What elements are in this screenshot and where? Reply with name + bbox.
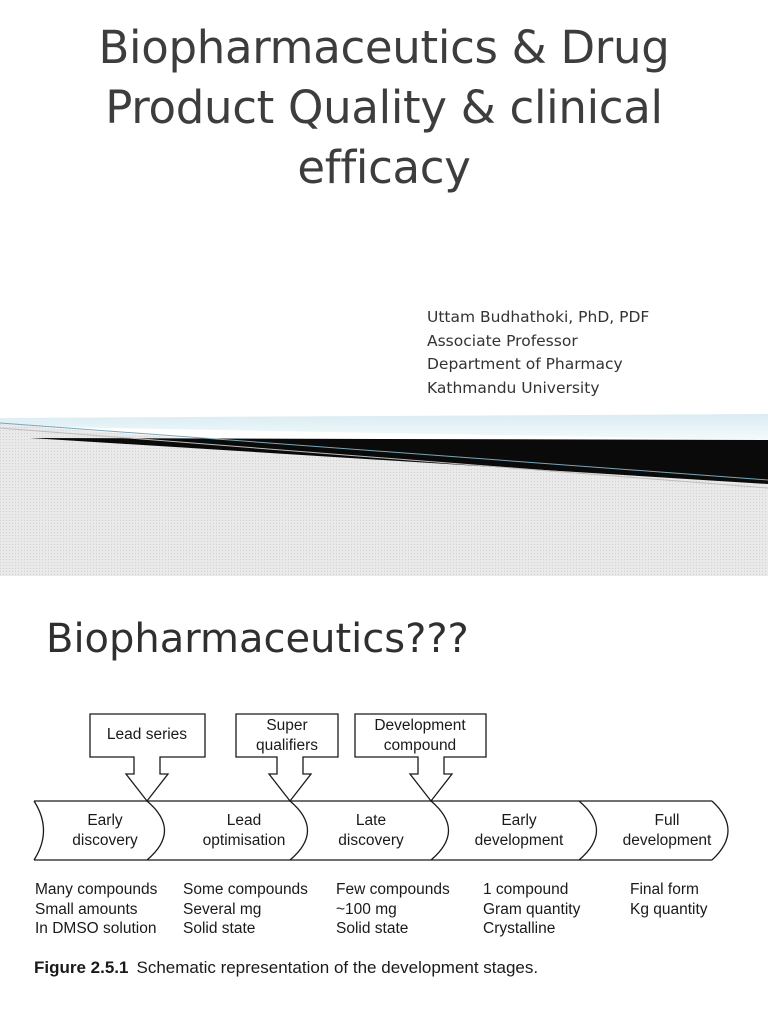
stage-label: Late xyxy=(355,812,387,829)
detail-line: Final form xyxy=(630,881,699,898)
author-university: Kathmandu University xyxy=(427,378,600,397)
stage-divider xyxy=(147,801,165,860)
slide-title xyxy=(0,18,768,198)
detail-line: Some compounds xyxy=(183,881,308,898)
detail-line: In DMSO solution xyxy=(35,920,157,937)
stage-divider xyxy=(431,801,449,860)
stage-label: Early xyxy=(501,812,537,829)
decorative-band xyxy=(0,412,768,576)
stage-label: development xyxy=(622,832,712,849)
detail-line: Kg quantity xyxy=(630,900,708,918)
title-line: Product Quality & clinical xyxy=(105,81,663,134)
author-position: Associate Professor xyxy=(427,331,578,350)
stage-label: optimisation xyxy=(202,832,286,849)
pipeline-end-cap xyxy=(712,801,728,860)
stage-label: discovery xyxy=(338,832,404,849)
stage-details xyxy=(483,880,580,939)
title-line: efficacy xyxy=(297,141,471,194)
detail-line: Several mg xyxy=(183,900,262,918)
callout-label: Super xyxy=(266,717,308,734)
stage-details xyxy=(183,880,308,939)
content-slide xyxy=(0,592,768,1024)
stage-label: development xyxy=(474,832,564,849)
author-name: Uttam Budhathoki, PhD, PDF xyxy=(427,308,650,326)
stage-details xyxy=(630,880,708,919)
callout-label: Development xyxy=(374,717,466,734)
pipeline-start-cap xyxy=(34,801,44,860)
detail-line: Crystalline xyxy=(483,920,556,937)
development-stages-diagram xyxy=(0,592,768,892)
detail-line: Few compounds xyxy=(336,881,450,898)
detail-line: Many compounds xyxy=(35,881,158,898)
figure-caption xyxy=(34,958,538,978)
detail-line: Small amounts xyxy=(35,900,138,918)
detail-line: 1 compound xyxy=(483,881,569,898)
stage-divider xyxy=(290,801,308,860)
stage-label: Full xyxy=(654,812,680,829)
callout-label: compound xyxy=(383,737,457,754)
stage-divider xyxy=(579,801,597,860)
figure-label: Figure 2.5.1 xyxy=(34,958,129,977)
slide-heading: Biopharmaceutics??? xyxy=(46,616,469,662)
figure-caption-text: Schematic representation of the development stages. xyxy=(136,958,539,977)
detail-line: ~100 mg xyxy=(336,900,397,918)
stage-details xyxy=(336,880,450,939)
callout-label: Lead series xyxy=(106,726,188,743)
stage-details xyxy=(35,880,157,939)
author-department: Department of Pharmacy xyxy=(427,355,623,373)
detail-line: Solid state xyxy=(183,920,256,937)
stage-label: Early xyxy=(87,812,123,829)
title-line: Biopharmaceutics & Drug xyxy=(98,21,670,74)
callout-label: qualifiers xyxy=(255,737,319,754)
detail-line: Solid state xyxy=(336,920,409,937)
stage-label: discovery xyxy=(72,832,138,849)
stage-label: Lead xyxy=(226,812,262,829)
detail-line: Gram quantity xyxy=(483,900,581,918)
author-block xyxy=(427,306,649,400)
